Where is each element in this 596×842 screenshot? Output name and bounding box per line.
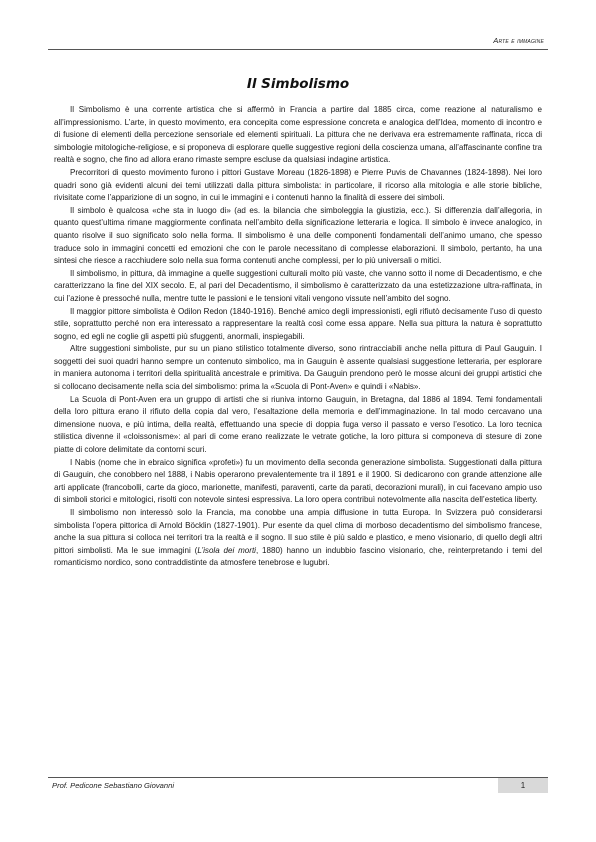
paragraph-text: , 1880) hanno un indubbio fascino visionario, che, reinterpretando i temi del romanticismo nordico, sono contraddistinte da atmosfere tenebrose e lugubri. [54, 545, 542, 568]
paragraph [54, 507, 542, 570]
paragraph: Il maggior pittore simbolista è Odilon Redon (1840-1916). Benché amico degli impressionisti, egli rifiutò decisamente l’uso di questo stile, soprattutto perché non era interessato a rappresentare la realtà così come essa appare. Nella sua pittura la natura è soprattutto sogno, ed egli ne coglie gli aspetti più sfuggenti, anormali, inspiegabili. [54, 306, 542, 341]
artwork-title: L’isola dei morti [197, 545, 256, 555]
paragraph: I Nabis (nome che in ebraico significa «profeti») fu un movimento della seconda generazione simbolista. Suggestionati dalla pittura di Gauguin, che conobbero nel 1888, i Nabis operarono prevalentemente tra il 1891 e il 1900. Si dedicarono con grande attenzione alle arti applicate (francobolli, carte da gioco, marionette, manifesti, paraventi, carte da parati, decorazioni murali), in cui facevano ampio uso di simboli storici e mitologici, risolti con notevole sintesi espressiva. La loro opera contribuì notevolmente alla nascita dell’estetica liberty. [54, 457, 542, 505]
paragraph: Il Simbolismo è una corrente artistica che si affermò in Francia a partire dal 1885 circa, come reazione al naturalismo e all’impressionismo. L’arte, in questo movimento, era concepita come espressione concreta e analogica dell’Idea, momento di incontro e di fusione di elementi della percezione sensoriale ed elementi spirituali. La pittura che ne derivava era estremamente raffinata, ricca di simbologie mitologiche-religiose, e si proponeva di esplorare quelle suggestive regioni della coscienza umana, all’affascinante confine tra realtà e sogno, che fino ad allora erano rimaste sempre escluse da qualsiasi indagine artistica. [54, 105, 542, 165]
paragraph: Il simbolismo, in pittura, dà immagine a quelle suggestioni culturali molto più vaste, che vanno sotto il nome di Decadentismo, e che caratterizzano la fine del XIX secolo. E, al pari del Decadentismo, il simbolismo è caratterizzato da una estetizzazione ultra-raffinata, in cui l’azione è pressoché nulla, mentre tutte le passioni e le tensioni vitali vengono vissute nell’ambito del sogno. [54, 268, 542, 303]
paragraph: La Scuola di Pont-Aven era un gruppo di artisti che si riuniva intorno Gauguin, in Bretagna, dal 1886 al 1894. Temi fondamentali della loro pittura erano il rifiuto della copia dal vero, l’esaltazione della memoria e dell’immaginazione. In tal modo cercavano una dimensione nuova, e più intima, della realtà, effettuando una specie di doppia fuga verso il passato e verso l’esotico. La loro tecnica stilistica divenne il «cloissonisme»: al pari di come erano realizzate le vetrate gotiche, la loro pittura si componeva di stesure di zone piatte di colore delimitate da contorni scuri. [54, 394, 542, 455]
footer-author: Prof. Pedicone Sebastiano Giovanni [52, 781, 175, 790]
header-section-title: Arte e immagine [493, 36, 544, 45]
paragraph: Precorritori di questo movimento furono i pittori Gustave Moreau (1826-1898) e Pierre Puvis de Chavannes (1824-1898). Nei loro quadri sono già evidenti alcuni dei temi utilizzati dalla pittura simbolista: in particolare, il ricorso alla mitologia e alle storie bibliche, rivisitate come l’apparizione di un sogno, in cui le immagini e i contenuti hanno la finalità di essere dei simboli. [54, 167, 542, 203]
document-title: Il Simbolismo [246, 76, 350, 92]
document-body [54, 104, 542, 570]
page-header [48, 36, 548, 50]
page-number: 1 [498, 778, 548, 793]
paragraph: Altre suggestioni simboliste, pur su un piano stilistico totalmente diverso, sono rintracciabili anche nella pittura di Paul Gauguin. I soggetti dei suoi quadri hanno sempre un contenuto simbolico, ma in Gauguin è assente qualsiasi suggestione letteraria, per esplorare in maniera autonoma i territori della spiritualità ancestrale e primitiva. Da Gauguin prendono però le mosse alcuni dei gruppi artistici che si collocano decisamente nella scia del simbolismo: prima la «Scuola di Pont-Aven» e quindi i «Nabis». [54, 344, 542, 392]
header-divider [48, 49, 548, 50]
paragraph: Il simbolo è qualcosa «che sta in luogo di» (ad es. la bilancia che simboleggia la giustizia, ecc.). Si differenzia dall’allegoria, in quanto quest’ultima rimane maggiormente confinata nell’ambito della significazione letteraria e logica. Il simbolo è invece analogico, in quanto risolve il suo significato solo nella forma. Il simbolismo è una delle componenti fondamentali dell’animo umano, che spesso traduce solo in immagini concetti ed emozioni che con le parole necessitano di complesse elaborazioni. Il simbolo, pertanto, ha una sintesi che riesce a racchiudere solo nella sua forma contenuti anche complessi, per lo più universali o mitici. [54, 205, 542, 266]
page-footer [48, 777, 548, 793]
footer-divider [48, 777, 548, 778]
paragraph-text: Il simbolismo non interessò solo la Francia, ma conobbe una ampia diffusione in tutta Europa. In Svizzera può considerarsi simbolista l’opera pittorica di Arnold Böcklin (1827-1901). Pur esente da quel clima di morboso decadentismo del simbolismo francese, anche la sua pittura si colloca nei territori tra la realtà e il sogno. Il suo stile è più saldo e plastico, e meno visionario, di quello degli altri pittori simbolisti. Ma le sue immagini ( [54, 508, 542, 555]
